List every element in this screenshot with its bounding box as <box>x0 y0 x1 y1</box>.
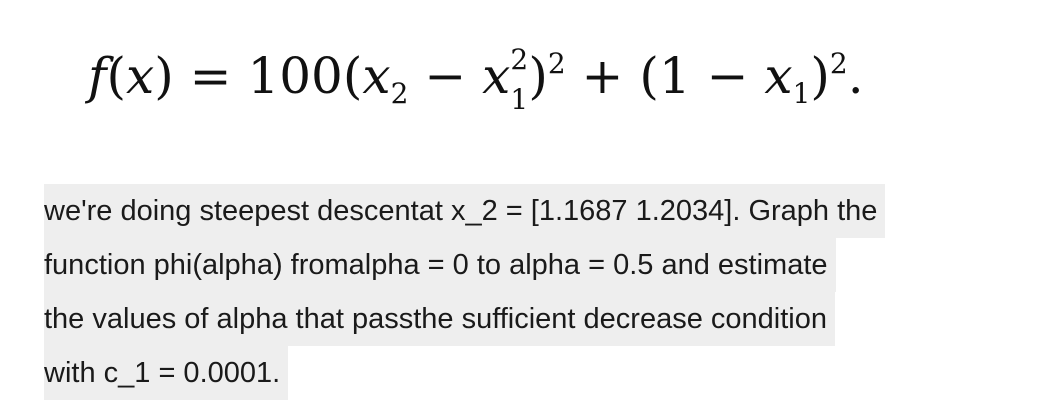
question-line-4: with c_1 = 0.0001. <box>44 346 288 400</box>
rosenbrock-formula: $f(x) = 100(x_2 - x$ 2 1 )$^2 + (1 - x_1)^2$. <box>88 43 864 116</box>
formula-x2: x <box>362 47 391 105</box>
question-line-3: the values of alpha that passthe sufficient decrease condition <box>44 292 835 346</box>
formula-x: x <box>126 47 155 105</box>
formula-x2-subscript: 2 <box>390 77 409 110</box>
formula-x1-subscript: 1 <box>792 77 811 110</box>
formula-coefficient: 100 <box>247 47 343 105</box>
question-line-2: function phi(alpha) fromalpha = 0 to alpha = 0.5 and estimate <box>44 238 836 292</box>
formula-x1sq-subscript: 1 <box>510 83 529 116</box>
formula-x1: x <box>764 47 793 105</box>
question-text <box>44 184 1034 400</box>
formula-square-2: 2 <box>829 47 848 80</box>
formula-f: f <box>88 47 107 105</box>
formula-one: 1 <box>658 47 691 105</box>
formula-x1sq-superscript: 2 <box>510 43 529 76</box>
formula-x1sq: x <box>482 47 511 105</box>
formula-square-1: 2 <box>547 47 566 80</box>
question-line-1: we're doing steepest descentat x_2 = [1.1687 1.2034]. Graph the <box>44 184 885 238</box>
